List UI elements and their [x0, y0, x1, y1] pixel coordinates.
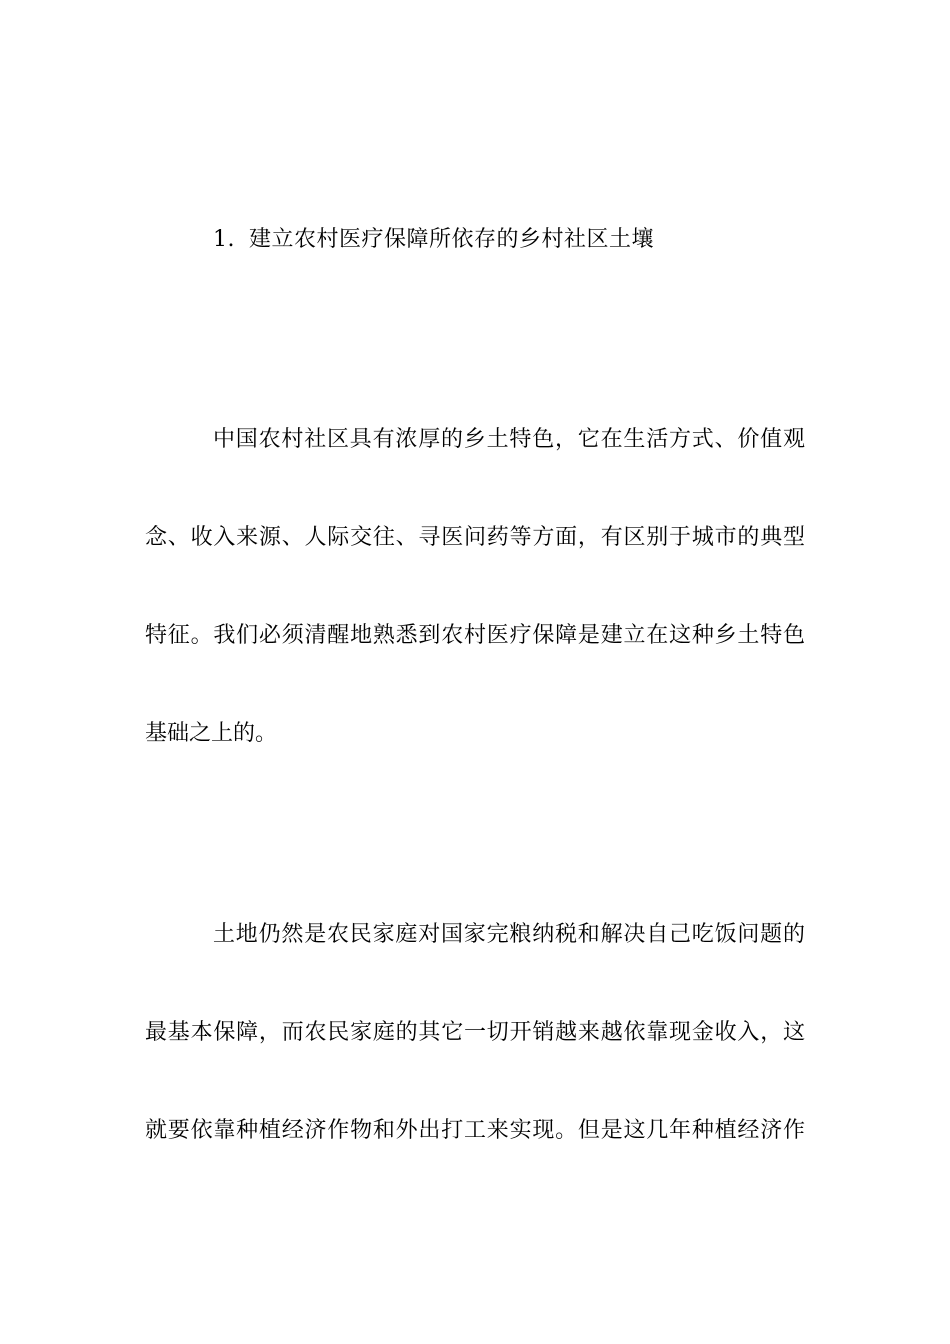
section-heading: [213, 226, 654, 254]
paragraph-1-line-4: 基础之上的。: [145, 721, 278, 746]
paragraph-2-line-1: 土地仍然是农民家庭对国家完粮纳税和解决自己吃饭问题的: [213, 922, 805, 947]
paragraph-2-line-3: 就要依靠种植经济作物和外出打工来实现。但是这几年种植经济作: [145, 1118, 805, 1143]
paragraph-1-line-2: 念、收入来源、人际交往、寻医问药等方面，有区别于城市的典型: [145, 525, 805, 550]
section-title: 建立农村医疗保障所依存的乡村社区土壤: [249, 227, 655, 252]
paragraph-2-line-2: 最基本保障，而农民家庭的其它一切开销越来越依靠现金收入，这: [145, 1020, 805, 1045]
section-number: 1.: [213, 227, 235, 252]
paragraph-1-line-1: 中国农村社区具有浓厚的乡土特色，它在生活方式、价值观: [213, 427, 805, 452]
paragraph-1-line-3: 特征。我们必须清醒地熟悉到农村医疗保障是建立在这种乡土特色: [145, 623, 805, 648]
